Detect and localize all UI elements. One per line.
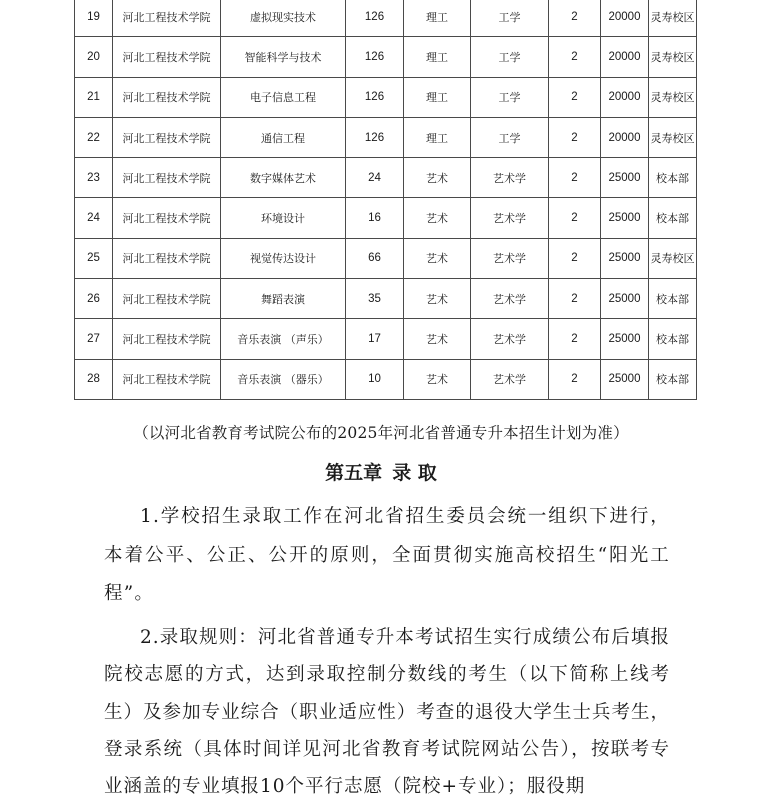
table-row <box>75 37 697 77</box>
cell-school: 河北工程技术学院 <box>113 0 221 37</box>
table-row <box>75 279 697 319</box>
cell-plan-count: 35 <box>346 279 404 319</box>
cell-discipline: 工学 <box>471 0 549 37</box>
table-row <box>75 238 697 278</box>
cell-campus: 灵寿校区 <box>649 77 697 117</box>
cell-school: 河北工程技术学院 <box>113 117 221 157</box>
cell-years: 2 <box>549 117 601 157</box>
cell-tuition: 25000 <box>601 359 649 399</box>
table-row <box>75 158 697 198</box>
cell-discipline: 艺术学 <box>471 279 549 319</box>
cell-category: 理工 <box>404 0 471 37</box>
cell-number: 28 <box>75 359 113 399</box>
cell-school: 河北工程技术学院 <box>113 359 221 399</box>
cell-plan-count: 126 <box>346 0 404 37</box>
cell-discipline: 艺术学 <box>471 238 549 278</box>
chapter-number: 第五章 <box>325 462 383 484</box>
cell-school: 河北工程技术学院 <box>113 77 221 117</box>
cell-major: 通信工程 <box>221 117 346 157</box>
cell-tuition: 20000 <box>601 0 649 37</box>
cell-plan-count: 126 <box>346 37 404 77</box>
cell-discipline: 艺术学 <box>471 359 549 399</box>
cell-discipline: 工学 <box>471 77 549 117</box>
cell-school: 河北工程技术学院 <box>113 279 221 319</box>
cell-number: 20 <box>75 37 113 77</box>
cell-category: 艺术 <box>404 279 471 319</box>
cell-years: 2 <box>549 359 601 399</box>
chapter-heading <box>0 458 762 485</box>
cell-school: 河北工程技术学院 <box>113 158 221 198</box>
table-row <box>75 359 697 399</box>
cell-school: 河北工程技术学院 <box>113 37 221 77</box>
cell-years: 2 <box>549 77 601 117</box>
cell-campus: 校本部 <box>649 319 697 359</box>
cell-category: 艺术 <box>404 158 471 198</box>
cell-discipline: 艺术学 <box>471 158 549 198</box>
table-row <box>75 0 697 37</box>
table-caption: （以河北省教育考试院公布的2025年河北省普通专升本招生计划为准） <box>133 424 629 442</box>
cell-tuition: 20000 <box>601 117 649 157</box>
cell-years: 2 <box>549 37 601 77</box>
chapter-title: 录 取 <box>392 462 437 484</box>
cell-tuition: 25000 <box>601 319 649 359</box>
cell-campus: 灵寿校区 <box>649 238 697 278</box>
cell-campus: 校本部 <box>649 158 697 198</box>
cell-years: 2 <box>549 198 601 238</box>
cell-discipline: 工学 <box>471 37 549 77</box>
cell-school: 河北工程技术学院 <box>113 319 221 359</box>
cell-category: 理工 <box>404 117 471 157</box>
cell-category: 艺术 <box>404 319 471 359</box>
cell-discipline: 艺术学 <box>471 198 549 238</box>
cell-category: 艺术 <box>404 238 471 278</box>
cell-years: 2 <box>549 279 601 319</box>
cell-category: 理工 <box>404 77 471 117</box>
cell-school: 河北工程技术学院 <box>113 238 221 278</box>
cell-years: 2 <box>549 238 601 278</box>
cell-tuition: 25000 <box>601 158 649 198</box>
table-row <box>75 117 697 157</box>
cell-major: 舞蹈表演 <box>221 279 346 319</box>
cell-major: 音乐表演 （器乐） <box>221 359 346 399</box>
cell-campus: 校本部 <box>649 359 697 399</box>
table-row <box>75 77 697 117</box>
cell-plan-count: 126 <box>346 77 404 117</box>
cell-tuition: 20000 <box>601 37 649 77</box>
cell-number: 23 <box>75 158 113 198</box>
cell-number: 22 <box>75 117 113 157</box>
cell-number: 19 <box>75 0 113 37</box>
cell-number: 24 <box>75 198 113 238</box>
cell-discipline: 艺术学 <box>471 319 549 359</box>
cell-number: 21 <box>75 77 113 117</box>
cell-discipline: 工学 <box>471 117 549 157</box>
cell-plan-count: 10 <box>346 359 404 399</box>
cell-campus: 灵寿校区 <box>649 37 697 77</box>
table-row <box>75 319 697 359</box>
cell-plan-count: 126 <box>346 117 404 157</box>
cell-major: 电子信息工程 <box>221 77 346 117</box>
cell-campus: 灵寿校区 <box>649 0 697 37</box>
cell-number: 25 <box>75 238 113 278</box>
cell-major: 智能科学与技术 <box>221 37 346 77</box>
cell-category: 艺术 <box>404 198 471 238</box>
cell-campus: 灵寿校区 <box>649 117 697 157</box>
cell-major: 数字媒体艺术 <box>221 158 346 198</box>
paragraph-1: 1.学校招生录取工作在河北省招生委员会统一组织下进行，本着公平、公正、公开的原则，全面贯彻实施高校招生“阳光工程”。 <box>104 506 670 604</box>
cell-tuition: 25000 <box>601 198 649 238</box>
cell-years: 2 <box>549 319 601 359</box>
cell-major: 音乐表演 （声乐） <box>221 319 346 359</box>
paragraph-2: 2.录取规则：河北省普通专升本考试招生实行成绩公布后填报院校志愿的方式，达到录取控制分数线的考生（以下简称上线考生）及参加专业综合（职业适应性）考查的退役大学生士兵考生，登录系统（具体时间详见河北省教育考试院网站公告），按联考专业涵盖的专业填报10个平行志愿（院校+专业）；服役期 <box>104 627 670 798</box>
enrollment-plan-table <box>74 0 697 400</box>
table-body <box>75 0 697 399</box>
cell-number: 27 <box>75 319 113 359</box>
cell-campus: 校本部 <box>649 279 697 319</box>
cell-plan-count: 66 <box>346 238 404 278</box>
cell-category: 理工 <box>404 37 471 77</box>
cell-tuition: 20000 <box>601 77 649 117</box>
cell-major: 环境设计 <box>221 198 346 238</box>
cell-tuition: 25000 <box>601 279 649 319</box>
cell-plan-count: 17 <box>346 319 404 359</box>
cell-campus: 校本部 <box>649 198 697 238</box>
table-row <box>75 198 697 238</box>
cell-school: 河北工程技术学院 <box>113 198 221 238</box>
cell-years: 2 <box>549 158 601 198</box>
cell-category: 艺术 <box>404 359 471 399</box>
cell-plan-count: 16 <box>346 198 404 238</box>
cell-plan-count: 24 <box>346 158 404 198</box>
cell-major: 视觉传达设计 <box>221 238 346 278</box>
cell-years: 2 <box>549 0 601 37</box>
cell-number: 26 <box>75 279 113 319</box>
cell-major: 虚拟现实技术 <box>221 0 346 37</box>
cell-tuition: 25000 <box>601 238 649 278</box>
